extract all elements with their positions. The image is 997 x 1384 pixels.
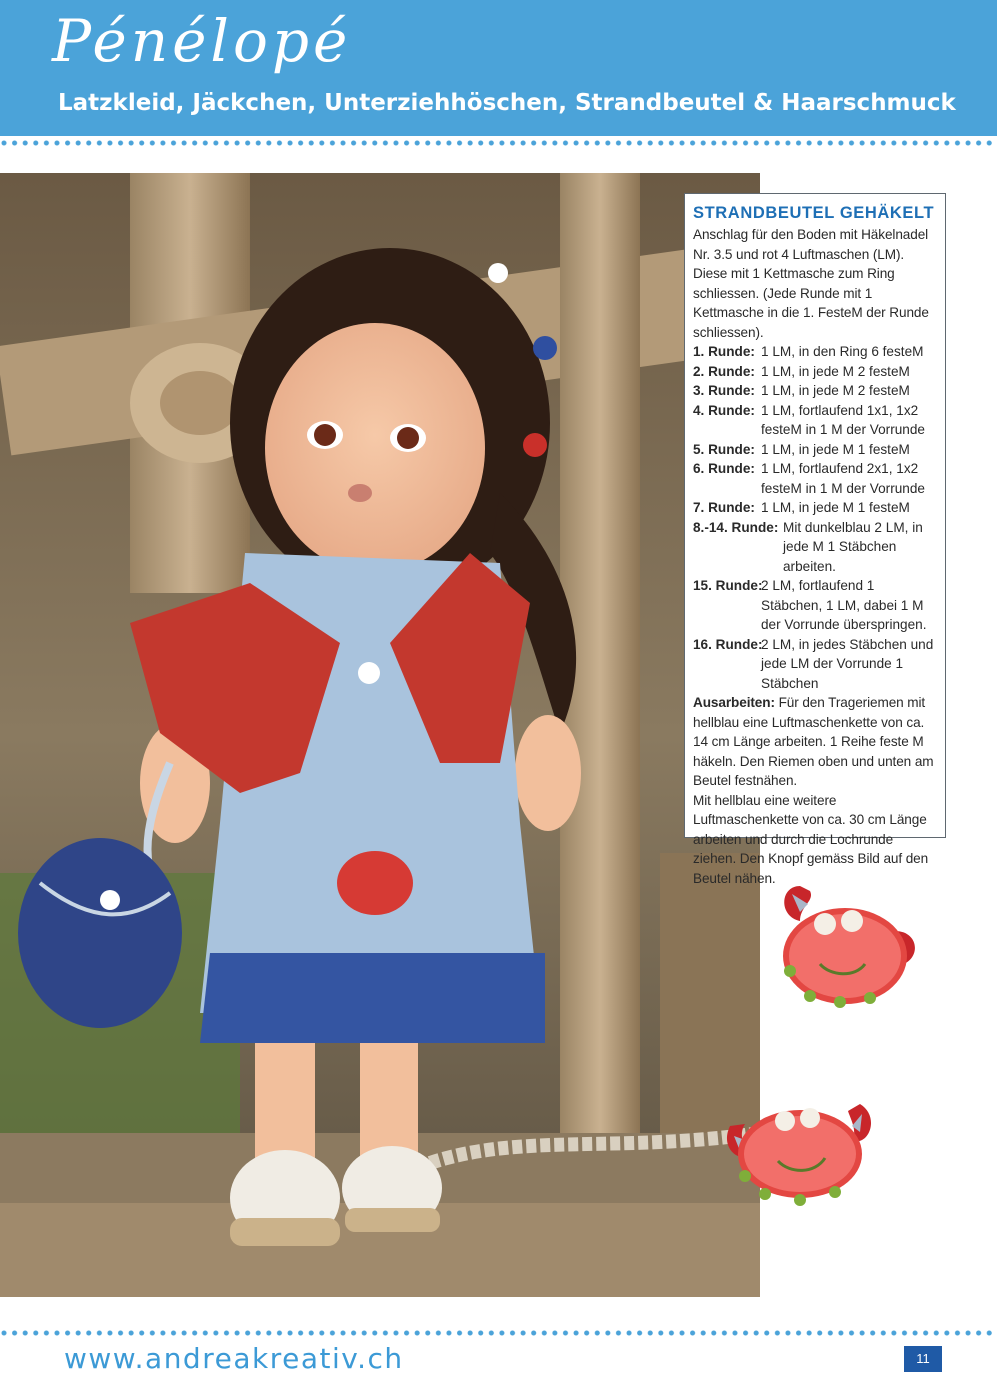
dotted-divider-bottom (0, 1329, 997, 1337)
round-text: Mit dunkelblau 2 LM, in jede M 1 Stäbchen arbeiten. (783, 519, 923, 574)
crab-patch-image (770, 876, 925, 1020)
round-text: 1 LM, in jede M 2 festeM (761, 363, 910, 379)
closing-paragraph: Mit hellblau eine weitere Luftmaschenkette von ca. 30 cm Länge arbeiten und durch die Lochrunde ziehen. Den Knopf gemäss Bild auf den Beutel nähen. (693, 792, 929, 886)
finishing-label: Ausarbeiten: (693, 695, 775, 710)
round-text: 2 LM, in jedes Stäbchen und jede LM der Vorrunde 1 Stäbchen (761, 636, 934, 691)
round-label: 6. Runde: (693, 461, 755, 476)
round-text: 1 LM, in jede M 1 festeM (761, 500, 910, 515)
round-row (693, 342, 939, 362)
round-label: 3. Runde: (693, 383, 755, 398)
crab-patch-image (720, 1096, 880, 1210)
round-text: 1 LM, fortlaufend 1x1, 1x2 festeM in 1 M der Vorrunde (761, 402, 925, 437)
instructions-box (684, 193, 946, 886)
round-text: 1 LM, in jede M 1 festeM (761, 441, 910, 457)
instructions-intro: Anschlag für den Boden mit Häkelnadel Nr. 3.5 und rot 4 Luftmaschen (LM). Diese mit 1 Kettmasche zum Ring schliessen. (Jede Runde mit 1 Kettmasche in die 1. FesteM der Runde schliessen). (693, 227, 929, 340)
page-subtitle: Latzkleid, Jäckchen, Unterziehhöschen, Strandbeutel & Haarschmuck (58, 90, 956, 116)
website-url: www.andreakreativ.ch (64, 1342, 404, 1375)
round-label: 7. Runde: (693, 500, 755, 515)
round-label: 2. Runde: (693, 363, 755, 379)
round-label: 15. Runde: (693, 578, 763, 593)
round-label: 16. Runde: (693, 636, 763, 652)
round-label: 5. Runde: (693, 441, 755, 457)
round-row (693, 362, 939, 382)
round-text: 2 LM, fortlaufend 1 Stäbchen, 1 LM, dabei 1 M der Vorrunde überspringen. (761, 578, 927, 632)
page-title: Pénélopé (52, 7, 352, 75)
round-row (693, 498, 939, 518)
round-row (693, 576, 939, 635)
round-label: 8.-14. Runde: (693, 519, 779, 535)
finishing-paragraph (693, 693, 939, 791)
page-number: 11 (904, 1346, 942, 1372)
header-banner (0, 0, 997, 136)
round-row (693, 440, 939, 460)
round-text: 1 LM, in jede M 2 festeM (761, 383, 910, 398)
dotted-divider-top (0, 139, 997, 147)
round-text: 1 LM, in den Ring 6 festeM (761, 344, 924, 359)
round-row (693, 459, 939, 498)
round-label: 1. Runde: (693, 344, 755, 359)
round-row (693, 635, 939, 694)
instructions-heading: STRANDBEUTEL GEHÄKELT (693, 204, 935, 222)
doll-photo (0, 173, 763, 1297)
finishing-text: Für den Trageriemen mit hellblau eine Luftmaschenkette von ca. 14 cm Länge arbeiten. 1 Reihe feste M häkeln. Den Riemen oben und unten am Beutel festnähen. (693, 695, 934, 788)
round-text: 1 LM, fortlaufend 2x1, 1x2 festeM in 1 M der Vorrunde (761, 461, 925, 496)
round-row (693, 381, 939, 401)
round-label: 4. Runde: (693, 402, 755, 418)
round-row (693, 401, 939, 440)
round-row (693, 518, 939, 577)
